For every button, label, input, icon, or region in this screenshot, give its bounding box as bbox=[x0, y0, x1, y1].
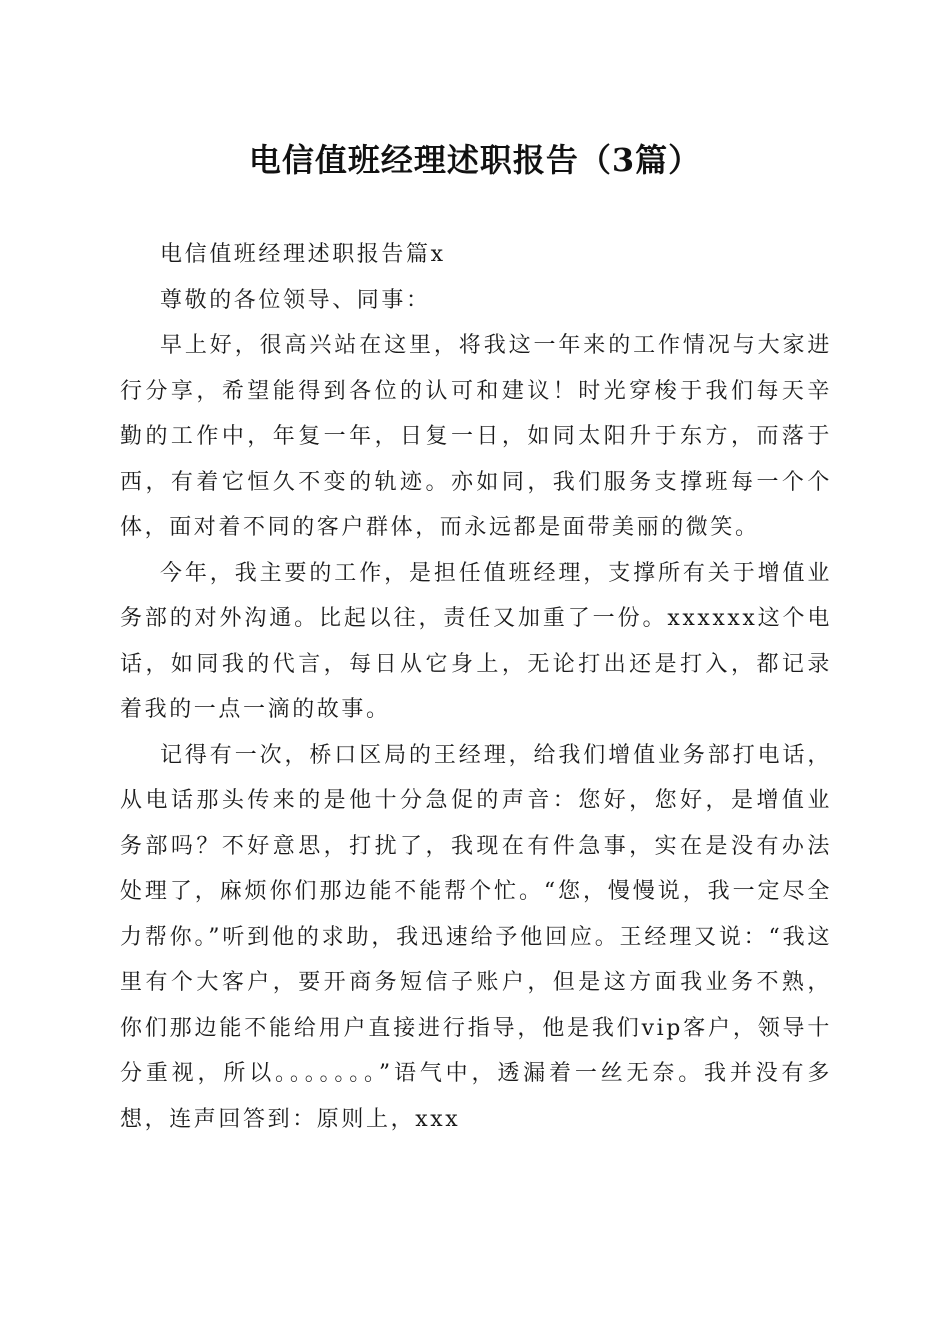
section-heading: 电信值班经理述职报告篇x bbox=[160, 242, 446, 267]
paragraph-story: 记得有一次，桥口区局的王经理，给我们增值业务部打电话，从电话那头传来的是他十分急促的声音：您好，您好，是增值业务部吗？不好意思，打扰了，我现在有件急事，实在是没有办法处理了，麻烦你们那边能不能帮个忙。“您，慢慢说，我一定尽全力帮你。”听到他的求助，我迅速给予他回应。王经理又说：“我这里有个大客户，要开商务短信子账户，但是这方面我业务不熟，你们那边能不能给用户直接进行指导，他是我们vip客户，领导十分重视，所以。。。。。。。”语气中，透漏着一丝无奈。我并没有多想，连声回答到：原则上，xxx bbox=[120, 742, 832, 1132]
salutation: 尊敬的各位领导、同事： bbox=[160, 287, 431, 313]
document-body bbox=[120, 232, 832, 1142]
paragraph-opening: 早上好，很高兴站在这里，将我这一年来的工作情况与大家进行分享，希望能得到各位的认可和建议！时光穿梭于我们每天辛勤的工作中，年复一年，日复一日，如同太阳升于东方，而落于西，有着它恒久不变的轨迹。亦如同，我们服务支撑班每一个个体，面对着不同的客户群体，而永远都是面带美丽的微笑。 bbox=[120, 333, 832, 540]
paragraph-duties: 今年，我主要的工作，是担任值班经理，支撑所有关于增值业务部的对外沟通。比起以往，责任又加重了一份。xxxxxx这个电话，如同我的代言，每日从它身上，无论打出还是打入，都记录着我的一点一滴的故事。 bbox=[120, 560, 832, 722]
document-title: 电信值班经理述职报告（3篇） bbox=[248, 141, 702, 179]
